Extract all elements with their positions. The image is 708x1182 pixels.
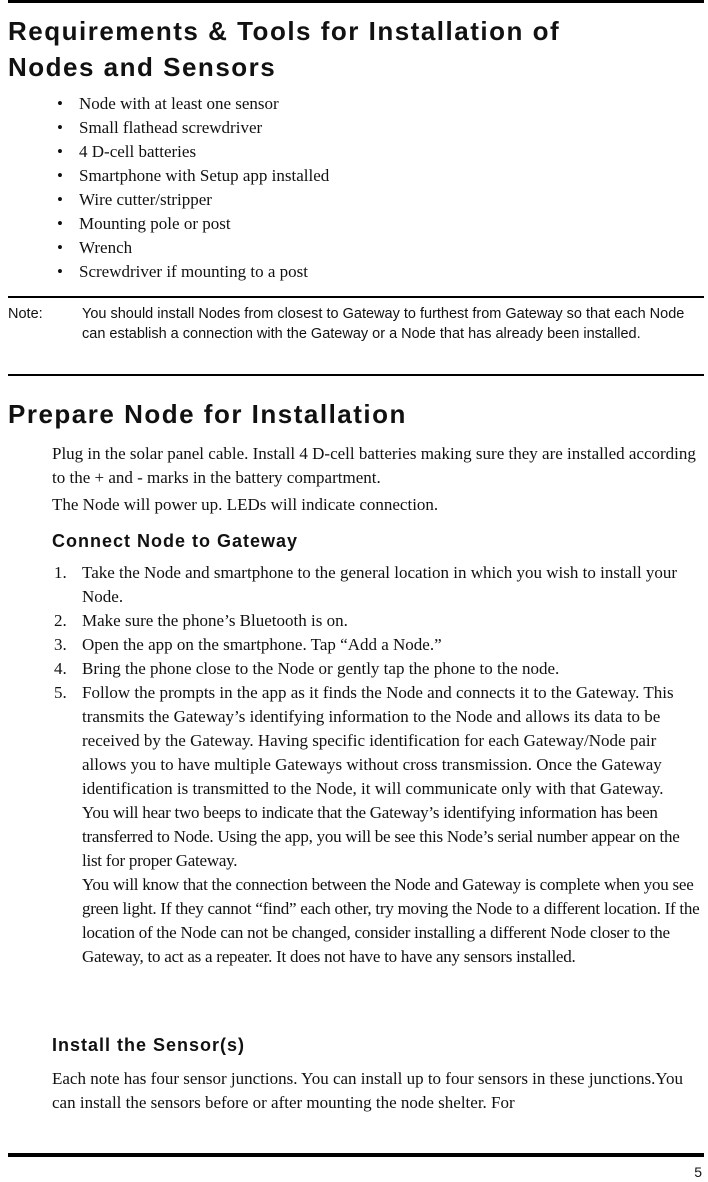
note-bottom-rule bbox=[8, 374, 704, 376]
list-item: • Small flathead screwdriver bbox=[52, 116, 329, 140]
page-number: 5 bbox=[694, 1164, 702, 1180]
top-rule bbox=[8, 0, 704, 3]
footer-rule bbox=[8, 1153, 704, 1157]
note-text: You should install Nodes from closest to Gateway to furthest from Gateway so that each Node can establish a connection with the Gateway or a Node that has already been installed. bbox=[82, 306, 685, 342]
step-text: Follow the prompts in the app as it finds the Node and connects it to the Gateway. This transmits the Gateway’s identifying information to the Node and allows its data to be received by the Gateway. Having specific identification for each Gateway/Node pair allows you to have multiple Gateways without cross transmission. Once the Gateway identification is transmitted to the Node, it will communicate only with that Gateway. bbox=[82, 683, 674, 798]
step-text: Open the app on the smartphone. Tap “Add a Node.” bbox=[82, 635, 442, 654]
note-box bbox=[8, 304, 700, 344]
step-subparagraph: You will hear two beeps to indicate that the Gateway’s identifying information has been transferred to Node. Using the app, you will be see this Node’s serial number appear on the list for proper Gateway. bbox=[82, 803, 680, 870]
step-item bbox=[52, 657, 702, 681]
step-number: 5. bbox=[54, 683, 67, 702]
section-title-prepare: Prepare Node for Installation bbox=[8, 399, 407, 429]
title-line-1: Requirements & Tools for Installation of bbox=[8, 16, 561, 46]
step-number: 2. bbox=[54, 611, 67, 630]
list-item: • Smartphone with Setup app installed bbox=[52, 164, 329, 188]
note-label: Note: bbox=[8, 306, 43, 322]
list-item: • Screwdriver if mounting to a post bbox=[52, 260, 329, 284]
list-item: • Mounting pole or post bbox=[52, 212, 329, 236]
step-text: Take the Node and smartphone to the general location in which you wish to install your Node. bbox=[82, 563, 678, 606]
step-subparagraph: You will know that the connection between the Node and Gateway is complete when you see green light. If they cannot “find” each other, try moving the Node to a different location. If the location of the Node can not be changed, consider installing a different Node closer to the Gateway, to act as a repeater. It does not have to have any sensors installed. bbox=[82, 875, 700, 966]
prepare-paragraph-2: The Node will power up. LEDs will indicate connection. bbox=[52, 495, 439, 514]
list-item: • Wrench bbox=[52, 236, 329, 260]
step-item bbox=[52, 609, 702, 633]
step-number: 1. bbox=[54, 563, 67, 582]
title-line-2: Nodes and Sensors bbox=[8, 52, 277, 82]
subsection-title-connect: Connect Node to Gateway bbox=[52, 531, 299, 551]
prepare-paragraph-1: Plug in the solar panel cable. Install 4 D-cell batteries making sure they are installed according to the + and - marks in the battery compartment. bbox=[52, 444, 696, 487]
step-number: 3. bbox=[54, 635, 67, 654]
step-number: 4. bbox=[54, 659, 67, 678]
step-text: Bring the phone close to the Node or gently tap the phone to the node. bbox=[82, 659, 560, 678]
step-item bbox=[52, 561, 702, 609]
list-item: • Node with at least one sensor bbox=[52, 92, 329, 116]
step-text: Make sure the phone’s Bluetooth is on. bbox=[82, 611, 348, 630]
step-item bbox=[52, 681, 702, 969]
list-item: • Wire cutter/stripper bbox=[52, 188, 329, 212]
list-item: • 4 D-cell batteries bbox=[52, 140, 329, 164]
section-title-requirements bbox=[8, 13, 698, 85]
note-top-rule bbox=[8, 296, 704, 298]
step-item bbox=[52, 633, 702, 657]
requirements-list bbox=[52, 92, 329, 284]
subsection-title-sensors: Install the Sensor(s) bbox=[52, 1035, 246, 1055]
connect-steps-list bbox=[52, 561, 702, 969]
sensors-paragraph: Each note has four sensor junctions. You can install up to four sensors in these junctions.You can install the sensors before or after mounting the node shelter. For bbox=[52, 1069, 683, 1112]
